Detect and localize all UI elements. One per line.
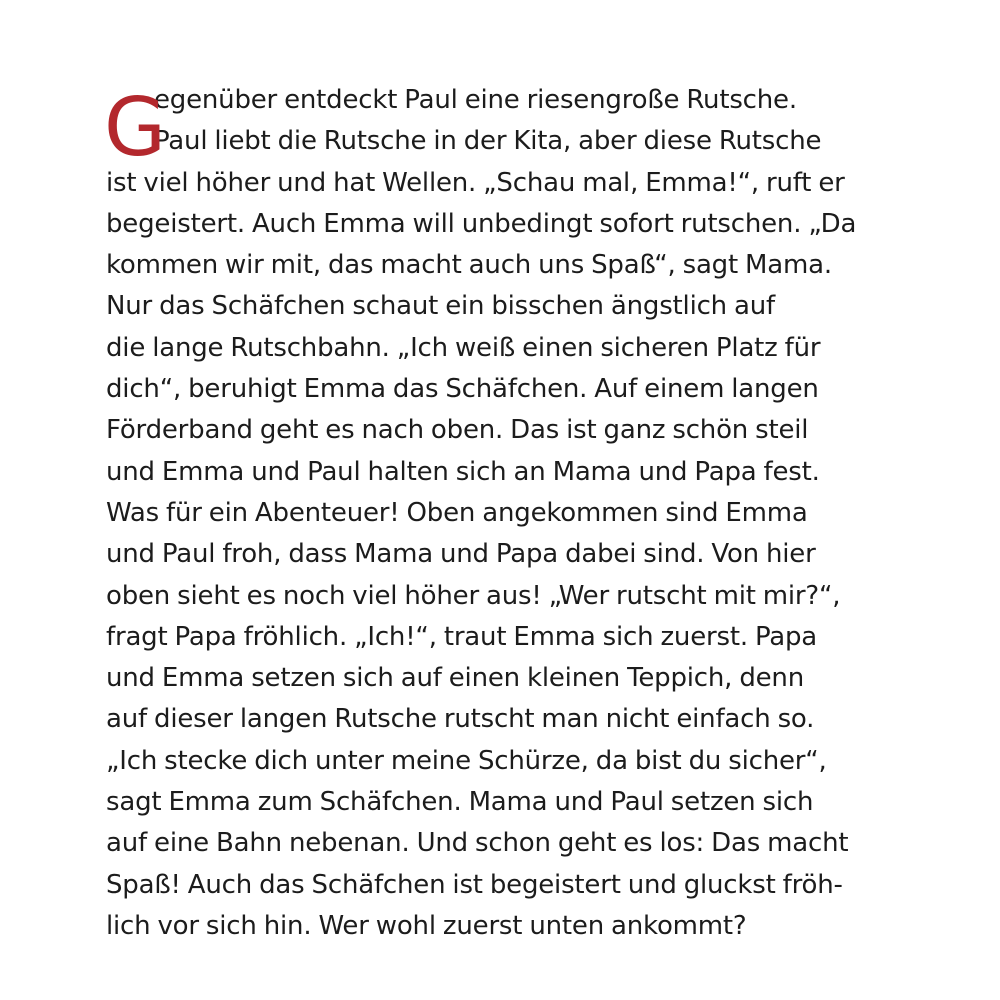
story-line: Was für ein Abenteuer! Oben angekommen sind Emma: [106, 497, 808, 528]
story-line: begeistert. Auch Emma will unbedingt sofort rutschen. „Da: [106, 208, 857, 239]
story-line: und Paul froh, dass Mama und Papa dabei sind. Von hier: [106, 539, 816, 570]
story-line: Nur das Schäfchen schaut ein bisschen ängstlich auf: [106, 291, 775, 322]
story-text: [106, 80, 936, 947]
story-line: ist viel höher und hat Wellen. „Schau mal, Emma!“, ruft er: [106, 167, 845, 198]
story-line: die lange Rutschbahn. „Ich weiß einen sicheren Platz für: [106, 332, 821, 363]
drop-cap-letter: G: [104, 81, 166, 174]
story-line: Förderband geht es nach oben. Das ist ganz schön steil: [106, 415, 809, 446]
story-line: Spaß! Auch das Schäfchen ist begeistert und gluckst fröh-: [106, 869, 843, 900]
story-line: lich vor sich hin. Wer wohl zuerst unten ankommt?: [106, 910, 747, 941]
story-line: kommen wir mit, das macht auch uns Spaß“, sagt Mama.: [106, 250, 832, 281]
story-line: dich“, beruhigt Emma das Schäfchen. Auf einem langen: [106, 374, 819, 405]
story-line: Paul liebt die Rutsche in der Kita, aber diese Rutsche: [154, 126, 822, 157]
story-line: und Emma und Paul halten sich an Mama und Papa fest.: [106, 456, 820, 487]
story-line: auf eine Bahn nebenan. Und schon geht es los: Das macht: [106, 828, 849, 859]
story-line: „Ich stecke dich unter meine Schürze, da bist du sicher“,: [106, 745, 827, 776]
story-line: sagt Emma zum Schäfchen. Mama und Paul setzen sich: [106, 787, 814, 818]
story-line: fragt Papa fröhlich. „Ich!“, traut Emma sich zuerst. Papa: [106, 621, 818, 652]
story-line: auf dieser langen Rutsche rutscht man nicht einfach so.: [106, 704, 815, 735]
story-line: oben sieht es noch viel höher aus! „Wer rutscht mit mir?“,: [106, 580, 841, 611]
story-line: egenüber entdeckt Paul eine riesengroße Rutsche.: [154, 85, 797, 115]
story-line: und Emma setzen sich auf einen kleinen Teppich, denn: [106, 663, 804, 694]
